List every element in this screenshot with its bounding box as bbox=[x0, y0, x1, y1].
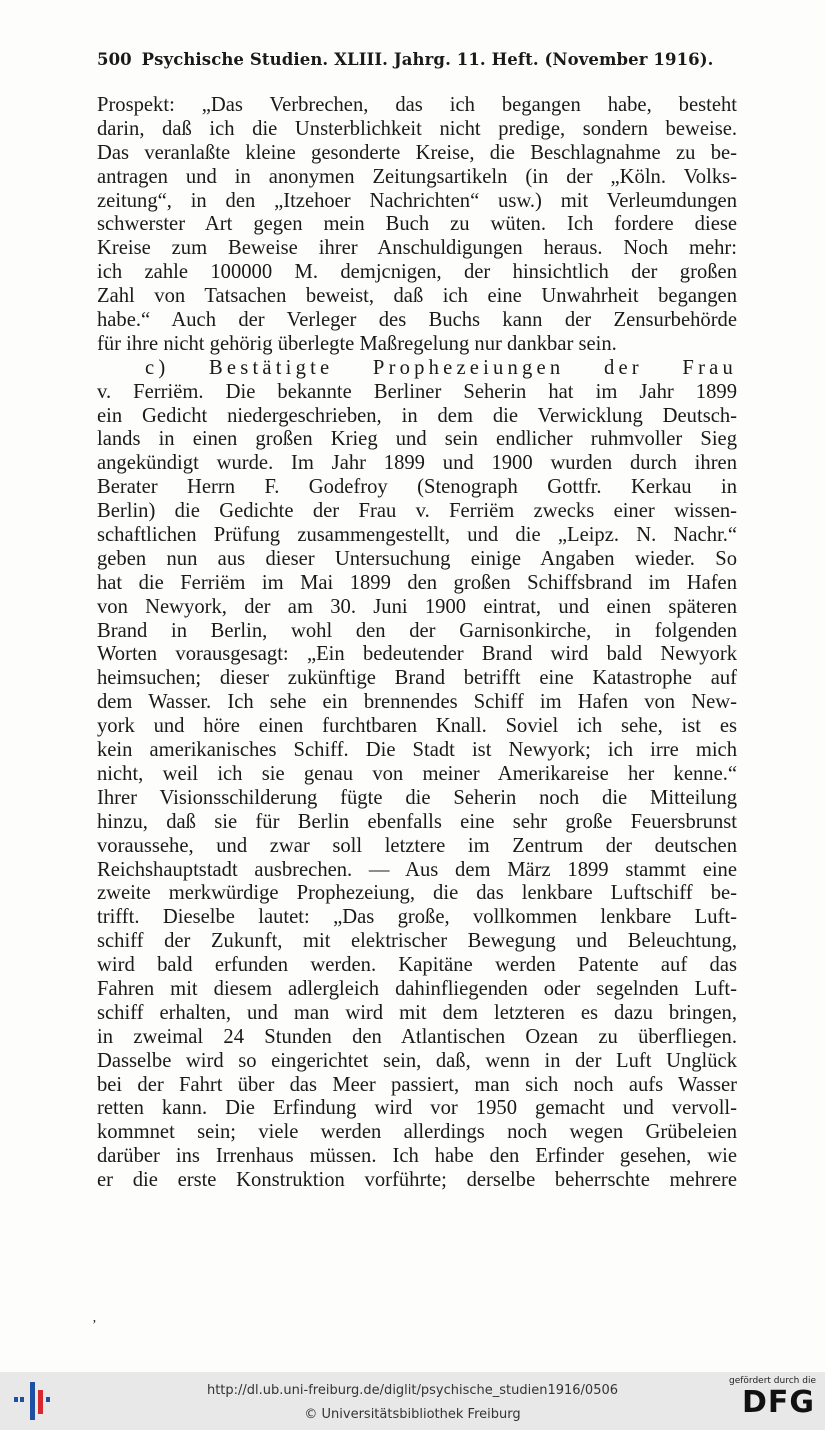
text-line: in zweimal 24 Stunden den Atlantischen Ozean zu überfliegen. bbox=[97, 1025, 737, 1048]
text-line: dem Wasser. Ich sehe ein brennendes Schiff im Hafen von New- bbox=[97, 691, 737, 714]
text-line: Zahl von Tatsachen beweist, daß ich eine Unwahrheit begangen bbox=[97, 285, 737, 308]
text-line: für ihre nicht gehörig überlegte Maßregelung nur dankbar sein. bbox=[97, 332, 617, 355]
text-line: heimsuchen; dieser zukünftige Brand betrifft eine Katastrophe auf bbox=[97, 667, 737, 690]
source-url-link[interactable]: http://dl.ub.uni-freiburg.de/diglit/psychische_studien1916/0506 bbox=[206, 1383, 619, 1398]
text-line: von Newyork, der am 30. Juni 1900 eintrat, und einen späteren bbox=[97, 595, 737, 618]
text-line: trifft. Dieselbe lautet: „Das große, vollkommen lenkbare Luft- bbox=[97, 906, 737, 929]
text-line: zweite merkwürdige Prophezeiung, die das lenkbare Luftschiff be- bbox=[97, 882, 737, 905]
text-line: Prospekt: „Das Verbrechen, das ich begangen habe, besteht bbox=[97, 94, 737, 116]
text-line: wird bald erfunden werden. Kapitäne werden Patente auf das bbox=[97, 954, 737, 977]
text-line: darüber ins Irrenhaus müssen. Ich habe den Erfinder gesehen, wie bbox=[97, 1145, 737, 1168]
text-line: Worten vorausgesagt: „Ein bedeutender Brand wird bald Newyork bbox=[97, 643, 737, 666]
text-line: Kreise zum Beweise ihrer Anschuldigungen heraus. Noch mehr: bbox=[97, 237, 737, 260]
text-line: zeitung“, in den „Itzehoer Nachrichten“ usw.) mit Verleumdungen bbox=[97, 189, 737, 212]
text-line: Brand in Berlin, wohl den der Garnisonkirche, in folgenden bbox=[97, 619, 737, 642]
body-text bbox=[97, 94, 737, 1193]
text-line: Das veranlaßte kleine gesonderte Kreise, die Beschlagnahme zu be- bbox=[97, 141, 737, 164]
text-line: v. Ferriëm. Die bekannte Berliner Seherin hat im Jahr 1899 bbox=[97, 380, 737, 403]
text-line: hinzu, daß sie für Berlin ebenfalls eine sehr große Feuersbrunst bbox=[97, 810, 737, 833]
text-line: habe.“ Auch der Verleger des Buchs kann der Zensurbehörde bbox=[97, 309, 737, 332]
text-line: schwerster Art gegen mein Buch zu wüten. Ich fordere diese bbox=[97, 213, 737, 236]
text-line: hat die Ferriëm im Mai 1899 den großen Schiffsbrand im Hafen bbox=[97, 571, 737, 594]
text-line: geben nun aus dieser Untersuchung einige Angaben wieder. So bbox=[97, 547, 737, 570]
text-line: retten kann. Die Erfindung wird vor 1950 gemacht und vervoll- bbox=[97, 1097, 737, 1120]
text-line: darin, daß ich die Unsterblichkeit nicht predige, sondern beweise. bbox=[97, 117, 737, 140]
text-line: Reichshauptstadt ausbrechen. — Aus dem März 1899 stammt eine bbox=[97, 858, 737, 881]
text-line: schaftlichen Prüfung zusammengestellt, und die „Leipz. N. Nachr.“ bbox=[97, 524, 737, 547]
sponsor-note: gefördert durch die bbox=[729, 1376, 816, 1386]
footer-bar bbox=[0, 1372, 825, 1430]
page-number: 500 bbox=[97, 50, 132, 69]
text-line: antragen und in anonymen Zeitungsartikeln (in der „Köln. Volks- bbox=[97, 165, 737, 188]
sponsor-name: DFG bbox=[741, 1385, 815, 1420]
text-line: Ihrer Visionsschilderung fügte die Seherin noch die Mitteilung bbox=[97, 786, 737, 809]
text-line: bei der Fahrt über das Meer passiert, man sich noch aufs Wasser bbox=[97, 1073, 737, 1096]
dfg-logo bbox=[729, 1376, 815, 1426]
text-line: Berater Herrn F. Godefroy (Stenograph Gottfr. Kerkau in bbox=[97, 476, 737, 499]
stray-mark: ’ bbox=[92, 1318, 97, 1333]
text-line: kein amerikanisches Schiff. Die Stadt ist Newyork; ich irre mich bbox=[97, 739, 737, 762]
text-line: er die erste Konstruktion vorführte; derselbe beherrschte mehrere bbox=[97, 1169, 737, 1192]
text-line: Berlin) die Gedichte der Frau v. Ferriëm zwecks einer wissen- bbox=[97, 500, 737, 523]
text-line: lands in einen großen Krieg und sein endlicher ruhmvoller Sieg bbox=[97, 428, 737, 451]
text-line: schiff der Zukunft, mit elektrischer Bewegung und Beleuchtung, bbox=[97, 930, 737, 953]
running-title: Psychische Studien. XLIII. Jahrg. 11. Heft. (November 1916). bbox=[141, 50, 714, 69]
text-line: nicht, weil ich sie genau von meiner Amerikareise her kenne.“ bbox=[97, 762, 737, 785]
text-line: Dasselbe wird so eingerichtet sein, daß, wenn in der Luft Unglück bbox=[97, 1049, 737, 1072]
text-line: ich zahle 100000 M. demjcnigen, der hinsichtlich der großen bbox=[97, 261, 737, 284]
copyright-notice: © Universitätsbibliothek Freiburg bbox=[304, 1407, 521, 1422]
text-line: angekündigt wurde. Im Jahr 1899 und 1900 wurden durch ihren bbox=[97, 452, 737, 475]
text-line: ein Gedicht niedergeschrieben, in dem die Verwicklung Deutsch- bbox=[97, 404, 737, 427]
text-line: voraussehe, und zwar soll letztere im Zentrum der deutschen bbox=[97, 834, 737, 857]
text-line: Fahren mit diesem adlergleich dahinfliegenden oder segelnden Luft- bbox=[97, 977, 737, 1000]
text-line: schiff erhalten, und man wird mit dem letzteren es dazu bringen, bbox=[97, 1001, 737, 1024]
text-line: kommnet sein; viele werden allerdings noch wegen Grübeleien bbox=[97, 1121, 737, 1144]
text-line: york und höre einen furchtbaren Knall. Soviel ich sehe, ist es bbox=[97, 715, 737, 738]
running-header bbox=[97, 50, 737, 69]
text-line: c) Bestätigte Prophezeiungen der Frau bbox=[145, 356, 737, 379]
